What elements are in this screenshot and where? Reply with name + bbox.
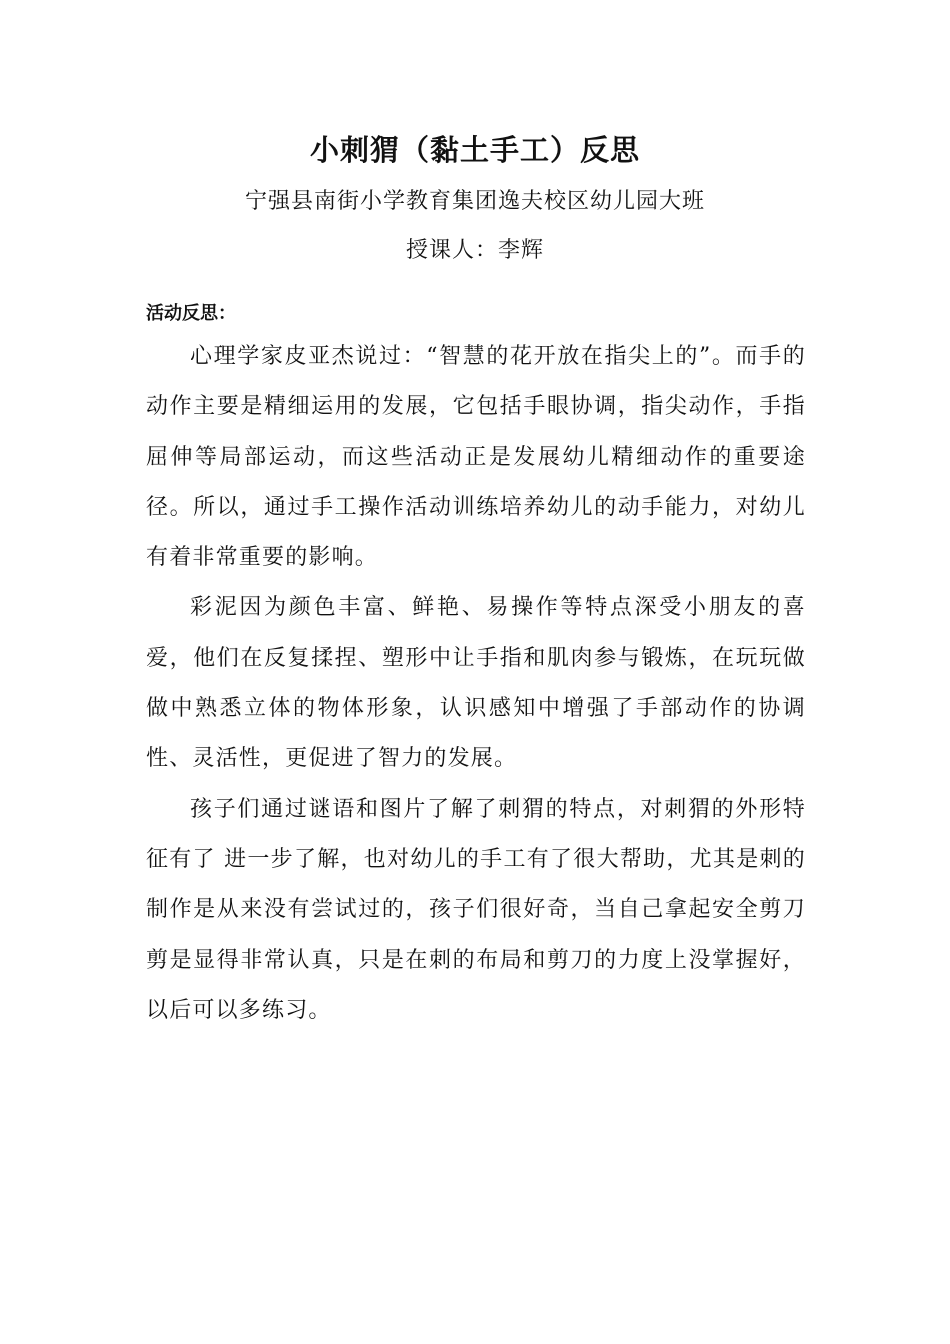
teacher-line: 授课人：李辉 bbox=[405, 238, 544, 263]
document-title: 小刺猬（黏土手工）反思 bbox=[309, 133, 640, 167]
paragraph: 心理学家皮亚杰说过：“智慧的花开放在指尖上的”。而手的动作主要是精细运用的发展，它包括手眼协调，指尖动作，手指屈伸等局部运动，而这些活动正是发展幼儿精细动作的重要途径。所以，通过手工操作活动训练培养幼儿的动手能力，对幼儿有着非常重要的影响。 bbox=[146, 344, 806, 571]
reflection-body bbox=[146, 332, 806, 1036]
section-heading: 活动反思： bbox=[146, 303, 236, 324]
paragraph: 孩子们通过谜语和图片了解了刺猬的特点，对刺猬的外形特征有了 进一步了解，也对幼儿的手工有了很大帮助，尤其是刺的制作是从来没有尝试过的，孩子们很好奇，当自己拿起安全剪刀剪是显得非常认真，只是在刺的布局和剪刀的力度上没掌握好，以后可以多练习。 bbox=[146, 796, 806, 1023]
document-subtitle: 宁强县南街小学教育集团逸夫校区幼儿园大班 bbox=[244, 189, 705, 214]
paragraph: 彩泥因为颜色丰富、鲜艳、易操作等特点深受小朋友的喜爱，他们在反复揉捏、塑形中让手指和肌肉参与锻炼，在玩玩做做中熟悉立体的物体形象，认识感知中增强了手部动作的协调性、灵活性，更促进了智力的发展。 bbox=[146, 595, 806, 772]
